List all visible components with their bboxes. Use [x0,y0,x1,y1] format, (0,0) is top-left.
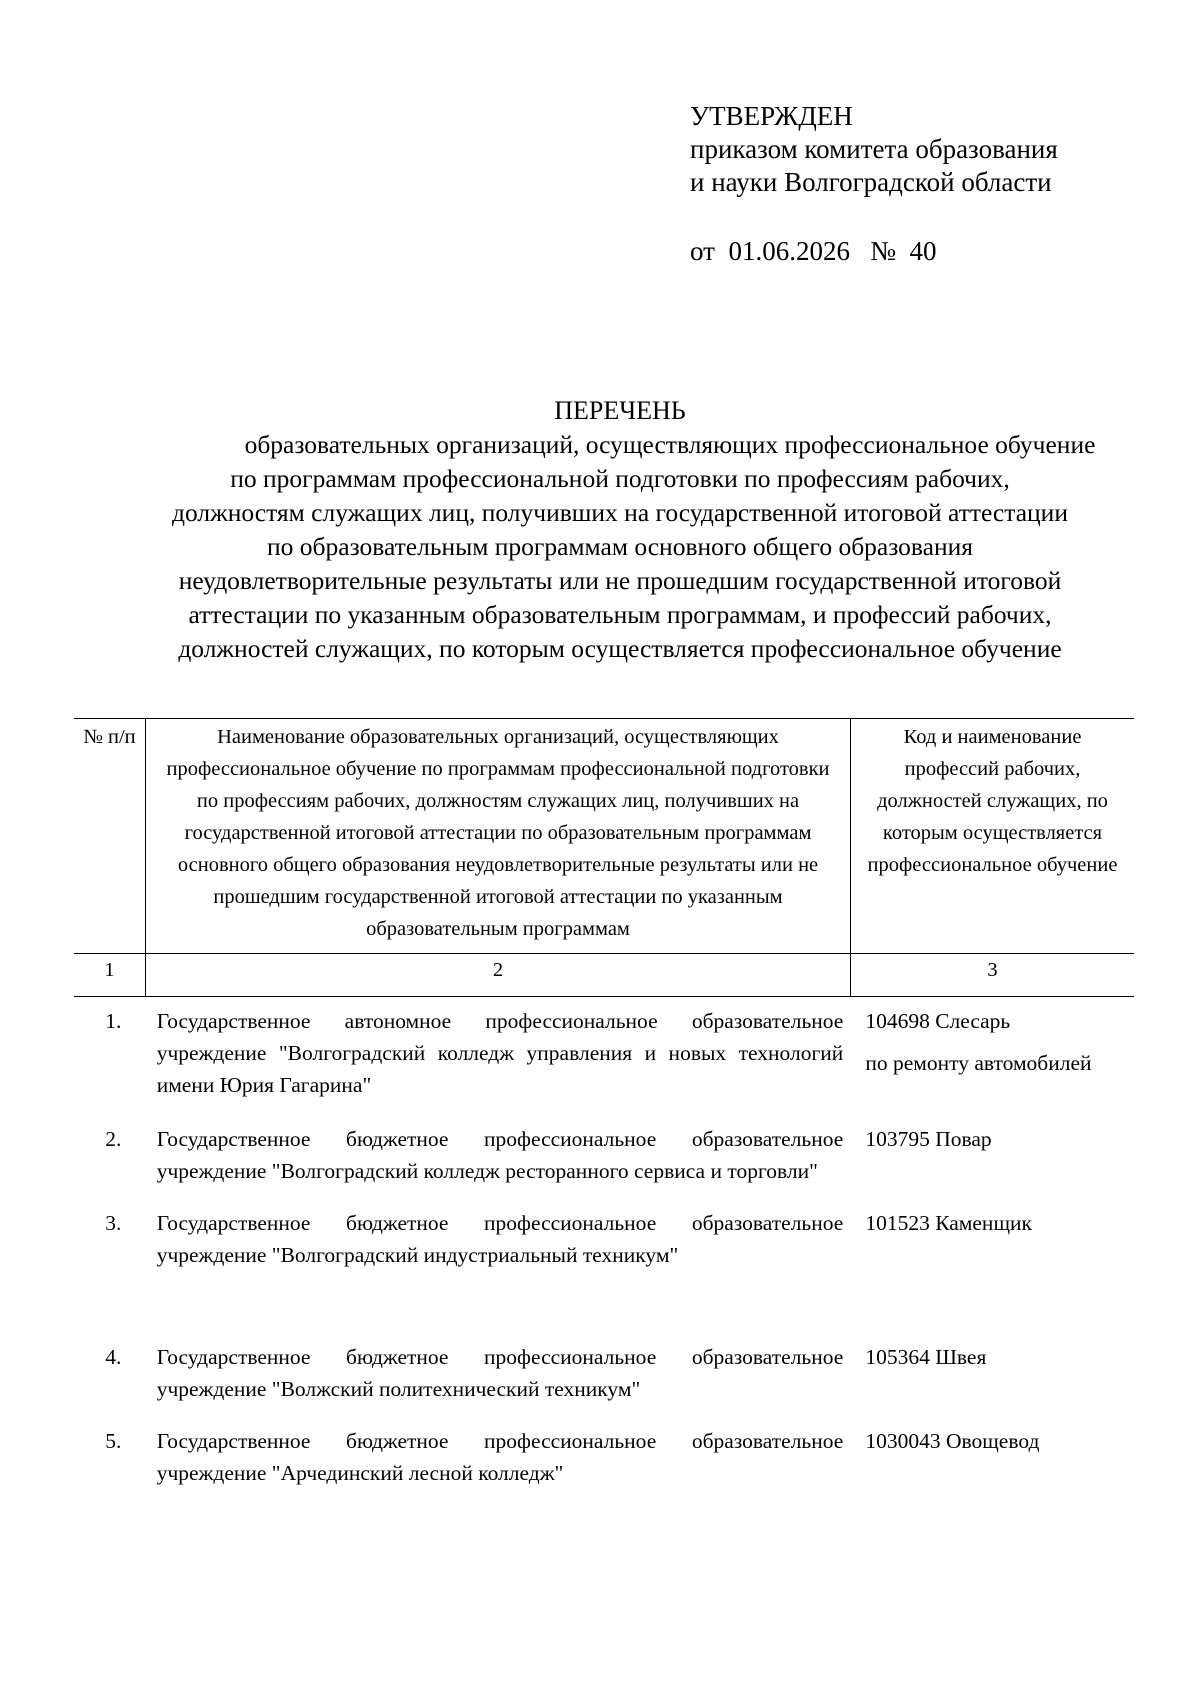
row-number: 2. [105,1127,122,1151]
order-date-number: от 01.06.2026 № 40 [690,236,937,266]
row-number: 4. [105,1345,122,1369]
row-profession: 105364 Швея [865,1345,987,1369]
column-number: 3 [987,959,998,981]
table-row [74,1123,1134,1187]
table-header-row [74,719,1134,953]
column-number: 2 [145,954,851,996]
column-number: 1 [104,959,115,981]
approval-authority-line2: и науки Волгоградской области [690,167,1052,197]
row-number: 3. [105,1211,122,1235]
header-profession-cell: Код и наименование профессий рабочих, должностей служащих, по которым осуществляется профессиональное обучение [867,726,1118,876]
row-profession: 103795 Повар [865,1127,992,1151]
profession-name-continued: по ремонту автомобилей [865,1051,1092,1075]
row-profession [865,1005,1134,1101]
header-number-cell: № п/п [83,726,136,748]
table-row [74,1207,1134,1271]
table-column-numbers-row [74,954,1134,996]
row-profession: 101523 Каменщик [865,1211,1032,1235]
row-organization: Государственное бюджетное профессиональное образовательное учреждение "Арчединский лесной колледж" [156,1429,844,1485]
approval-authority-line1: приказом комитета образования [690,134,1058,164]
table-body-rule [74,996,1134,997]
organizations-table [74,718,1134,1489]
document-title [110,394,1130,666]
row-profession: 1030043 Овощевод [865,1429,1040,1453]
title-line: образовательных организаций, осуществляющих профессиональное обучение [244,430,1096,459]
row-number: 5. [105,1429,122,1453]
row-organization: Государственное бюджетное профессиональное образовательное учреждение "Волгоградский индустриальный техникум" [156,1211,844,1267]
title-heading: ПЕРЕЧЕНЬ [554,396,686,425]
row-organization: Государственное автономное профессиональное образовательное учреждение "Волгоградский колледж управления и новых технологий имени Юрия Гагарина" [156,1009,844,1097]
row-organization: Государственное бюджетное профессиональное образовательное учреждение "Волгоградский колледж ресторанного сервиса и торговли" [156,1127,844,1183]
title-line: неудовлетворительные результаты или не прошедшим государственной итоговой [178,566,1062,595]
row-organization: Государственное бюджетное профессиональное образовательное учреждение "Волжский политехнический техникум" [156,1345,844,1401]
profession-code-name: 104698 Слесарь [865,1009,1011,1033]
title-line: должностям служащих лиц, получивших на государственной итоговой аттестации [172,498,1068,527]
title-line: должностей служащих, по которым осуществляется профессиональное обучение [178,634,1062,663]
title-line: аттестации по указанным образовательным программам, и профессий рабочих, [188,600,1052,629]
title-line: по образовательным программам основного общего образования [267,532,973,561]
row-number: 1. [105,1009,122,1033]
table-row [74,1341,1134,1405]
title-line: по программам профессиональной подготовки по профессиям рабочих, [230,464,1010,493]
table-row [74,1005,1134,1101]
header-organization-cell: Наименование образовательных организаций, осуществляющих профессиональное обучение по программам профессиональной подготовки по профессиям рабочих, должностям служащих лиц, получивших на государственной итоговой аттестации по образовательным программам основного общего образования неудовлетворительные результаты или не прошедшим государственной итоговой аттестации по указанным образовательным программам [145,719,851,953]
table-row [74,1425,1134,1489]
approval-block [690,100,1058,268]
approval-heading: УТВЕРЖДЕН [690,101,853,131]
